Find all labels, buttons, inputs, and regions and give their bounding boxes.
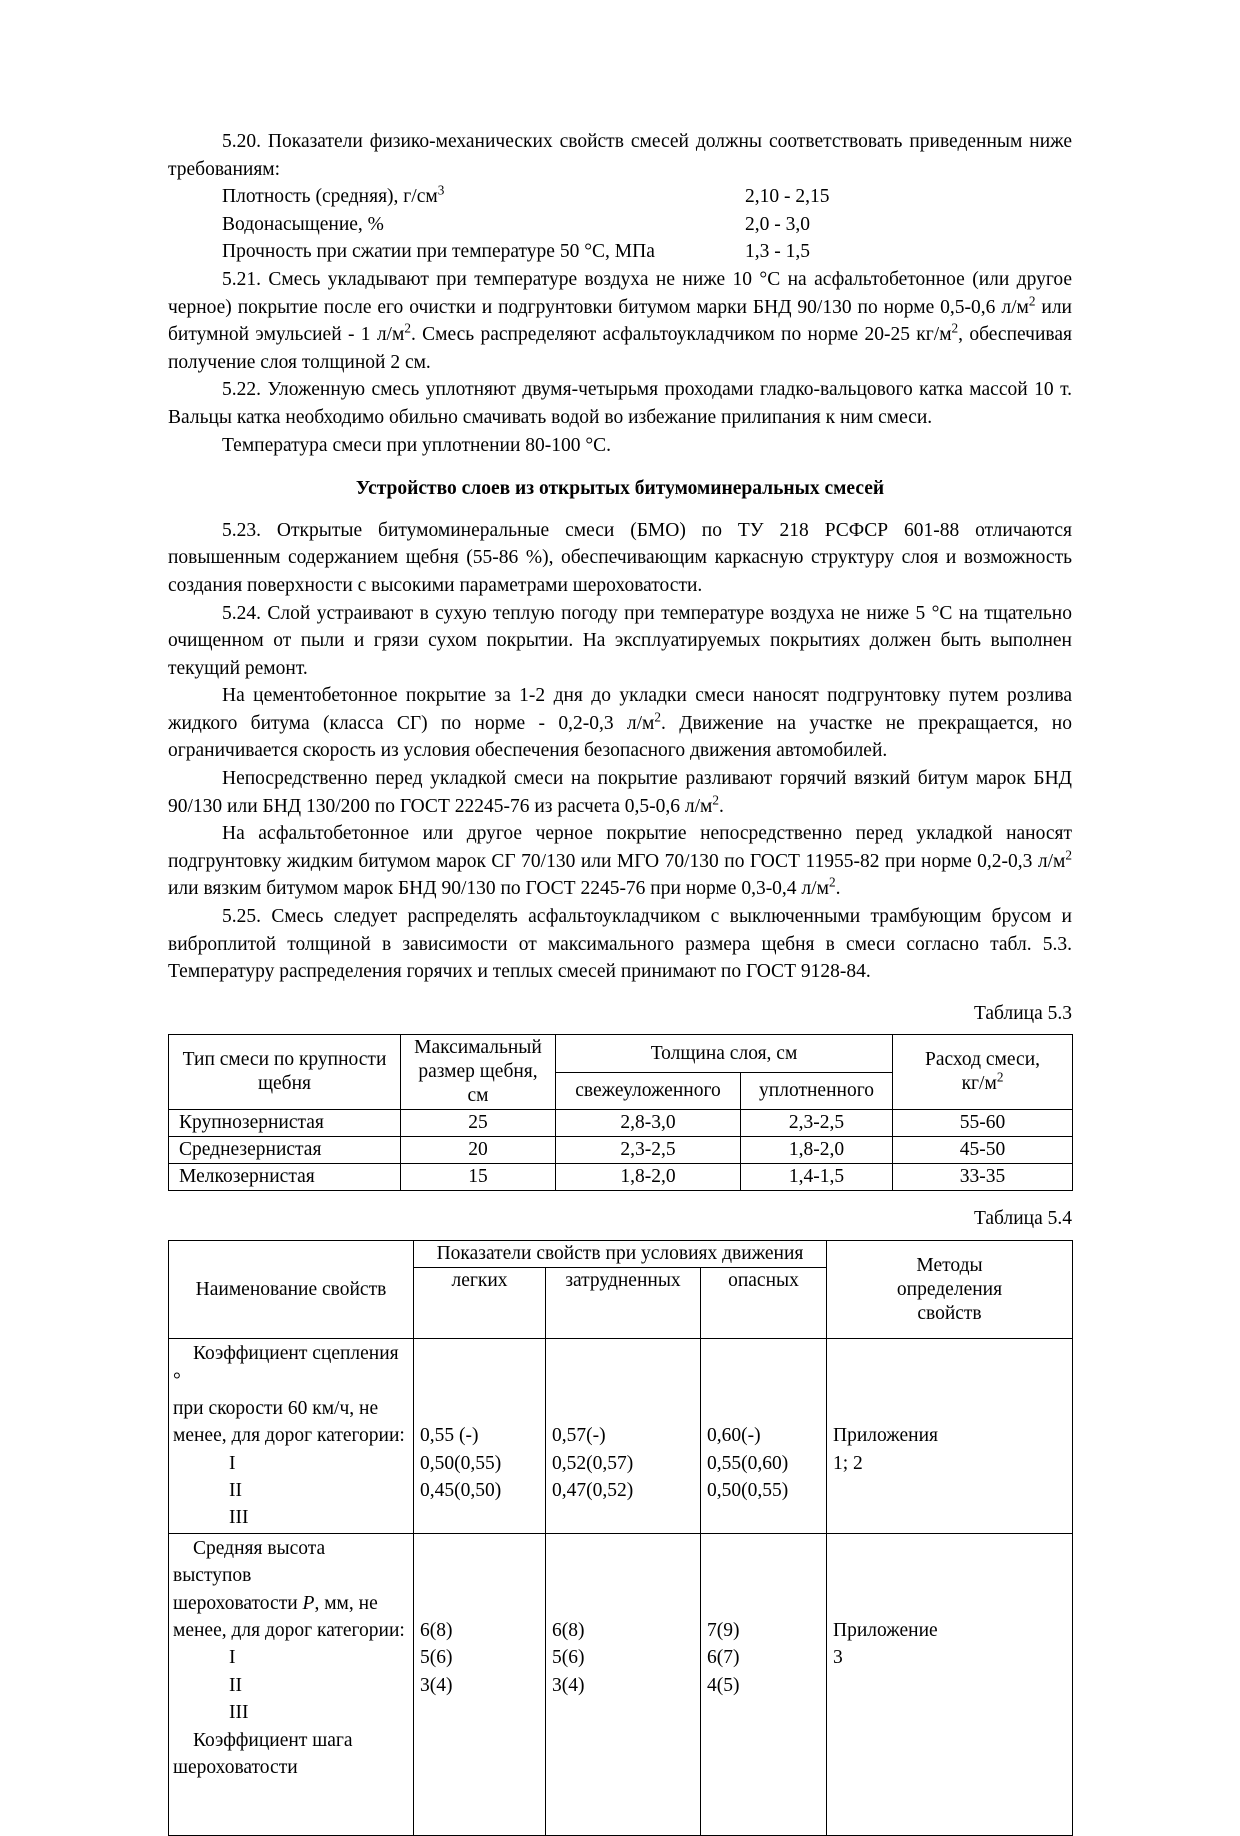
paragraph-5-22-temp: Температура смеси при уплотнении 80-100 °С. [222,434,612,456]
table-5-3 [168,1034,1073,1191]
paragraph-5-24-d: На асфальтобетонное или другое черное покрытие непосредственно перед укладкой наносят подгрунтовку жидким битумом марок СГ 70/130 или МГО 70/130 по ГОСТ 11955-82 при норме 0,2-0,3 $л/м^2$ или вязким битумом марок БНД 90/130 по ГОСТ 2245-76 при норме 0,3-0,4 $л/м^2$. [168,823,1072,900]
table-5-4-caption: Таблица 5.4 [973,1208,1072,1230]
cell-compacted: 1,8-2,0 [741,1137,893,1164]
subheader-light: легких [414,1268,546,1339]
property-row [168,211,1072,239]
page-content [168,128,1072,1836]
category-label-2: II [229,1674,242,1696]
table-5-3-caption: Таблица 5.3 [973,1002,1072,1024]
value-difficult-2: 5(6) [552,1647,585,1669]
cell-fresh: 2,3-2,5 [556,1137,741,1164]
property-value: 2,10 - 2,15 [745,186,830,208]
header-consumption-line2: кг/м [961,1073,997,1095]
value-light-1: 0,55 (-) [420,1425,479,1447]
table-row-header [169,1035,1073,1073]
property-title-line2-suffix: , мм, не [314,1592,378,1614]
table-5-4 [168,1240,1073,1836]
cell-consumption: 45-50 [893,1137,1073,1164]
table-row-friction-coefficient [169,1339,1073,1534]
cell-difficult-values [546,1339,701,1534]
property-title-block3-line1: Коэффициент шага [193,1729,353,1751]
cell-mix-type: Среднезернистая [169,1137,401,1164]
value-difficult-1: 6(8) [552,1620,585,1642]
property-name: Прочность при сжатии при температуре 50 °С, МПа [222,241,655,263]
cell-difficult-values [546,1533,701,1835]
property-title-line1: Средняя высота выступов [173,1537,326,1587]
cell-max-size: 15 [401,1164,556,1191]
method-line1: Приложения [833,1425,938,1447]
subheader-fresh: свежеуложенного [556,1072,741,1110]
property-title-line3: менее, для дорог категории: [173,1620,405,1642]
category-label-1: I [229,1452,236,1474]
value-difficult-3: 3(4) [552,1674,585,1696]
value-light-2: 5(6) [420,1647,453,1669]
value-difficult-2: 0,52(0,57) [552,1452,634,1474]
header-mix-type: Тип смеси по крупности щебня [169,1035,401,1110]
subheader-dangerous: опасных [701,1268,827,1339]
table-row [169,1164,1073,1191]
property-name: Водонасыщение, % [222,213,384,235]
header-methods-line2: определения [896,1278,1003,1300]
cell-compacted: 1,4-1,5 [741,1164,893,1191]
cell-fresh: 1,8-2,0 [556,1164,741,1191]
section-heading: Устройство слоев из открытых битумоминеральных смесей [355,478,885,500]
header-max-size: Максимальный размер щебня, см [401,1035,556,1110]
cell-method [827,1339,1073,1534]
property-title-line2: при скорости 60 км/ч, не [173,1397,379,1419]
value-dangerous-1: 7(9) [707,1620,740,1642]
paragraph-5-23: 5.23. Открытые битумоминеральные смеси (БМО) по ТУ 218 РСФСР 601-88 отличаются повышенным содержанием щебня (55-86 %), обеспечивающим каркасную структуру слоя и возможность создания поверхности с высокими параметрами шероховатости. [168,519,1072,596]
property-name-superscript: 3 [437,182,445,198]
paragraph-5-22: 5.22. Уложенную смесь уплотняют двумя-четырьмя проходами гладко-вальцового катка массой 10 т. Вальцы катка необходимо обильно смачивать водой во избежание прилипания к ним смеси. [168,379,1072,428]
value-dangerous-1: 0,60(-) [707,1425,761,1447]
cell-mix-type: Мелкозернистая [169,1164,401,1191]
value-light-2: 0,50(0,55) [420,1452,502,1474]
header-layer-thickness: Толщина слоя, см [556,1035,893,1073]
cell-consumption: 55-60 [893,1110,1073,1137]
table-row [169,1137,1073,1164]
method-line1: Приложение [833,1620,938,1642]
header-consumption-sup: 2 [996,1069,1004,1085]
value-light-3: 3(4) [420,1674,453,1696]
cell-light-values [414,1339,546,1534]
header-property-name: Наименование свойств [169,1241,414,1339]
cell-consumption: 33-35 [893,1164,1073,1191]
cell-dangerous-values [701,1339,827,1534]
property-title-line1: Коэффициент сцепления ° [173,1343,399,1392]
property-row [168,183,1072,211]
header-traffic-conditions: Показатели свойств при условиях движения [414,1241,827,1268]
category-label-1: I [229,1647,236,1669]
value-difficult-1: 0,57(-) [552,1425,606,1447]
property-title-block3-line2: шероховатости [173,1757,298,1779]
subheader-compacted: уплотненного [741,1072,893,1110]
value-light-1: 6(8) [420,1620,453,1642]
value-dangerous-3: 4(5) [707,1674,740,1696]
property-title-line2 [173,1590,408,1617]
table-row-roughness-height [169,1533,1073,1835]
cell-property-name [169,1533,414,1835]
header-methods [827,1241,1073,1339]
paragraph-5-24-c: Непосредственно перед укладкой смеси на покрытие разливают горячий вязкий битум марок БНД 90/130 или БНД 130/200 по ГОСТ 22245-76 из расчета 0,5-0,6 $л/м^2$. [168,768,1072,817]
category-label-3: III [229,1702,249,1724]
table-row-header [169,1241,1073,1268]
value-difficult-3: 0,47(0,52) [552,1480,634,1501]
value-dangerous-2: 6(7) [707,1647,740,1669]
cell-light-values [414,1533,546,1835]
property-title-line2-prefix: шероховатости [173,1592,303,1614]
method-line2: 1; 2 [833,1452,863,1474]
header-consumption [893,1035,1073,1110]
cell-fresh: 2,8-3,0 [556,1110,741,1137]
table-row [169,1110,1073,1137]
category-label-3: III [229,1507,249,1529]
cell-max-size: 20 [401,1137,556,1164]
property-name: Плотность (средняя), $г/см^3$ [222,182,445,208]
category-label-2: II [229,1480,242,1502]
value-dangerous-3: 0,50(0,55) [707,1480,789,1501]
header-methods-line1: Методы [916,1254,983,1276]
cell-mix-type: Крупнозернистая [169,1110,401,1137]
header-consumption-line1: Расход смеси, [925,1049,1041,1071]
paragraph-5-24: 5.24. Слой устраивают в сухую теплую погоду при температуре воздуха не ниже 5 °С на тщательно очищенном от пыли и грязи сухом покрытии. На эксплуатируемых покрытиях должен быть выполнен текущий ремонт. [168,602,1072,679]
property-value: 1,3 - 1,5 [745,241,810,263]
property-row [168,238,1072,266]
cell-property-name [169,1339,414,1534]
header-methods-line3: свойств [917,1302,982,1324]
cell-compacted: 2,3-2,5 [741,1110,893,1137]
property-value: 2,0 - 3,0 [745,213,810,235]
paragraph-5-24-b: На цементобетонное покрытие за 1-2 дня до укладки смеси наносят подгрунтовку путем розлива жидкого битума (класса СГ) по норме - 0,2-0,3 $л/м^2$. Движение на участке не прекращается, но ограничивается скорость из условия обеспечения безопасного движения автомобилей. [168,685,1072,762]
cell-method [827,1533,1073,1835]
paragraph-5-25: 5.25. Смесь следует распределять асфальтоукладчиком с выключенными трамбующим брусом и виброплитой толщиной в зависимости от максимального размера щебня в смеси согласно табл. 5.3. Температуру распределения горячих и теплых смесей принимают по ГОСТ 9128-84. [168,906,1072,983]
cell-max-size: 25 [401,1110,556,1137]
value-dangerous-2: 0,55(0,60) [707,1452,789,1474]
property-title-line3: менее, для дорог категории: [173,1425,405,1447]
value-light-3: 0,45(0,50) [420,1480,502,1501]
method-line2: 3 [833,1647,843,1669]
subheader-difficult: затрудненных [546,1268,701,1339]
property-list [168,183,1072,266]
cell-dangerous-values [701,1533,827,1835]
paragraph-5-21: 5.21. Смесь укладывают при температуре воздуха не ниже 10 °С на асфальтобетонное (или другое черное) покрытие после его очистки и подгрунтовки битумом марки БНД 90/130 по норме 0,5-0,6 $л/м^2$ или битумной эмульсией - 1 $л/м^2$. Смесь распределяют асфальтоукладчиком по норме 20-25 $кг/м^2$, обеспечивая получение слоя толщиной 2 см. [168,268,1072,373]
paragraph-5-20: 5.20. Показатели физико-механических свойств смесей должны соответствовать приведенным ниже требованиям: [168,131,1072,180]
property-symbol-P: Р [302,1592,315,1614]
